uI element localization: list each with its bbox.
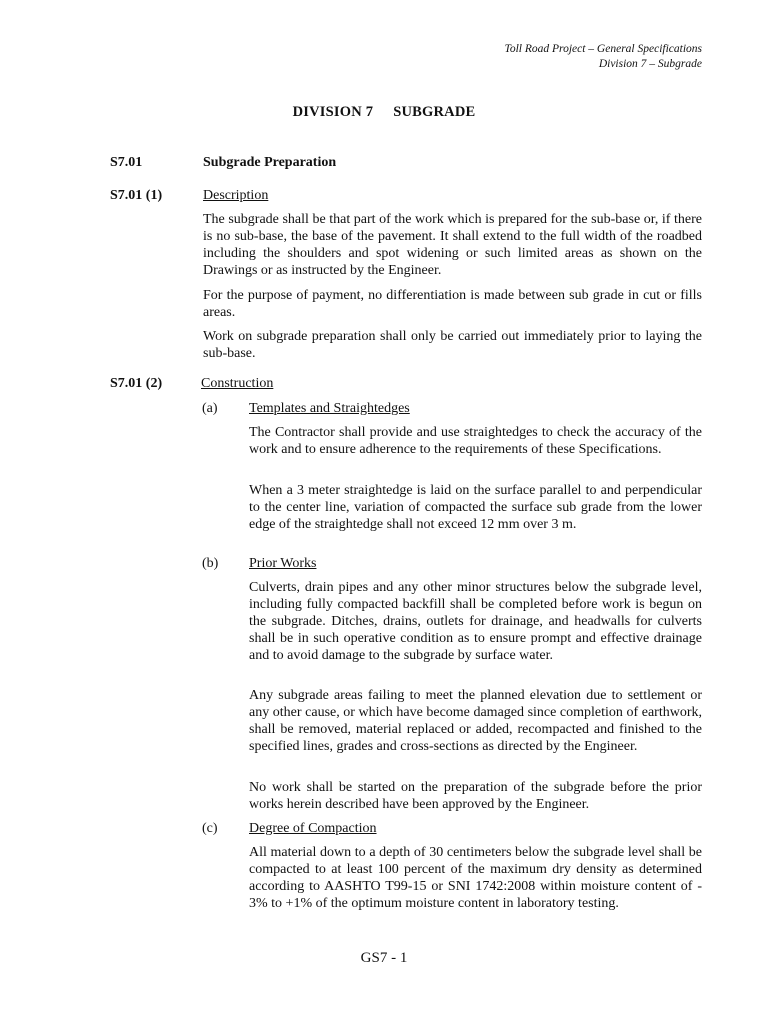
section-number: S7.01 <box>110 155 143 170</box>
item-b-paragraph-2: Any subgrade areas failing to meet the planned elevation due to settlement or any other cause, or which have become damaged since completion of earthwork, shall be removed, material replaced or added, recompacted and finished to the specified lines, grades and cross-sections as directed by the Engineer. <box>249 688 702 754</box>
running-header-line1: Toll Road Project – General Specifications <box>504 43 702 55</box>
description-paragraph-1: The subgrade shall be that part of the work which is prepared for the sub-base or, if there is no sub-base, the base of the pavement. It shall extend to the full width of the roadbed including the shoulders and spot widening or such limited areas as shown on the Drawings or as instructed by the Engineer. <box>203 212 702 278</box>
item-a-letter: (a) <box>202 401 218 416</box>
division-title <box>0 104 768 121</box>
item-c-paragraph-1: All material down to a depth of 30 centimeters below the subgrade level shall be compacted to at least 100 percent of the maximum dry density as determined according to AASHTO T99-15 or SNI 1742:2008 within moisture content of - 3% to +1% of the optimum moisture content in laboratory testing. <box>249 845 702 911</box>
item-b-letter: (b) <box>202 556 219 571</box>
running-header <box>505 42 703 72</box>
item-b-paragraph-1: Culverts, drain pipes and any other minor structures below the subgrade level, including fully compacted backfill shall be completed before work is begun on the subgrade. Ditches, drains, outlets for drainage, and headwalls for culverts shall be in such operative condition as to ensure prompt and effective drainage and to avoid damage to the subgrade by surface water. <box>249 580 702 663</box>
page-number: GS7 - 1 <box>360 950 408 966</box>
subsection-2-heading: Construction <box>201 376 274 391</box>
item-a-heading: Templates and Straightedges <box>249 401 410 416</box>
item-c-heading: Degree of Compaction <box>249 821 377 836</box>
description-paragraph-2: For the purpose of payment, no differentiation is made between sub grade in cut or fills areas. <box>203 288 702 320</box>
section-title: Subgrade Preparation <box>203 155 337 170</box>
subsection-2-number: S7.01 (2) <box>110 376 163 391</box>
item-b-heading: Prior Works <box>249 556 317 571</box>
division-number: DIVISION 7 <box>292 104 374 120</box>
item-a-paragraph-1: The Contractor shall provide and use straightedges to check the accuracy of the work and to ensure adherence to the requirements of these Specifications. <box>249 425 702 457</box>
item-a-paragraph-2: When a 3 meter straightedge is laid on the surface parallel to and perpendicular to the center line, variation of compacted the surface sub grade from the lower edge of the straightedge shall not exceed 12 mm over 3 m. <box>249 483 702 532</box>
description-paragraph-3: Work on subgrade preparation shall only be carried out immediately prior to laying the sub-base. <box>203 329 702 361</box>
division-name: SUBGRADE <box>393 104 476 120</box>
running-header-line2: Division 7 – Subgrade <box>598 58 702 70</box>
subsection-1-number: S7.01 (1) <box>110 188 163 203</box>
item-b-paragraph-3: No work shall be started on the preparation of the subgrade before the prior works herein described have been approved by the Engineer. <box>249 780 702 812</box>
subsection-1-heading: Description <box>203 188 269 203</box>
item-c-letter: (c) <box>202 821 218 836</box>
